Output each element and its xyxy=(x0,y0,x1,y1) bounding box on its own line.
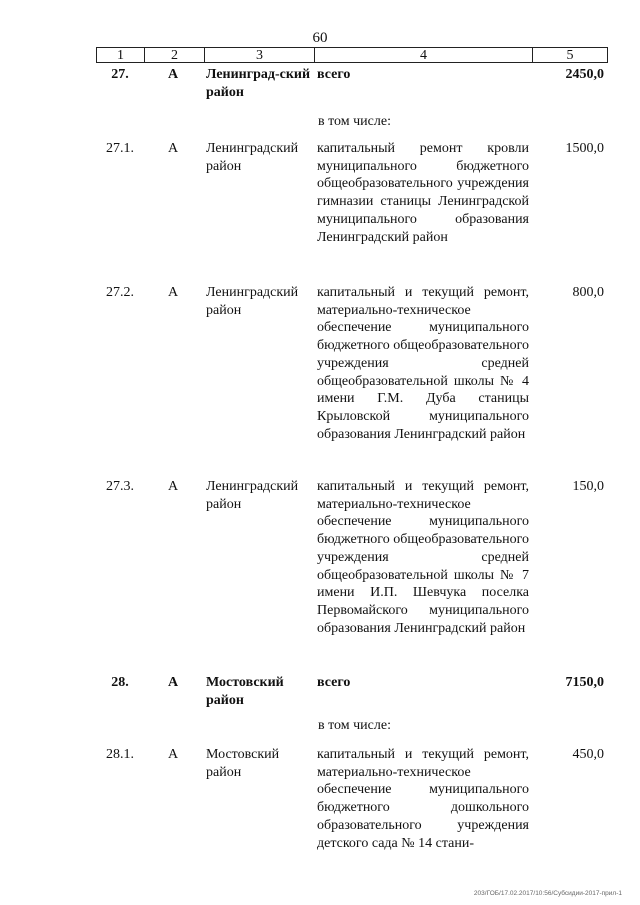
row-category: А xyxy=(167,67,179,82)
row-category: А xyxy=(167,141,179,156)
row-district: Ленинград-ский район xyxy=(206,67,311,100)
subtotal-label: в том числе: xyxy=(318,718,391,733)
row-district: Ленинградский район xyxy=(206,479,299,512)
row-amount: 150,0 xyxy=(572,479,604,494)
row-category: А xyxy=(167,285,179,300)
row-amount: 800,0 xyxy=(572,285,604,300)
row-district: Ленинградский район xyxy=(206,285,299,318)
row-number: 27. xyxy=(111,67,129,82)
column-header: 3 xyxy=(205,48,315,62)
row-description: капитальный ремонт кровли муниципального бюджетного общеобразовательного учреждения гимназии станицы Ленинградской муниципального образования Ленинградский район xyxy=(317,141,529,245)
row-description: капитальный и текущий ремонт, материально-техническое обеспечение муниципального бюджетного общеобразовательного учреждения средней общеобразовательной школы № 4 имени Г.М. Дуба станицы Крыловской муниципального образования Ленинградский район xyxy=(317,285,529,442)
row-amount: 450,0 xyxy=(572,747,604,762)
document-footer: 203/ГОБ/17.02.2017/10:56/Субсидии-2017-прил-1 xyxy=(473,890,622,897)
column-header: 1 xyxy=(97,48,145,62)
row-district: Ленинградский район xyxy=(206,141,299,174)
row-number: 28. xyxy=(111,675,129,690)
row-description: всего xyxy=(317,675,351,690)
page-number: 60 xyxy=(312,30,328,46)
row-category: А xyxy=(167,479,179,494)
column-header-row xyxy=(96,47,608,63)
row-amount: 2450,0 xyxy=(565,67,604,82)
row-number: 28.1. xyxy=(106,747,134,762)
row-number: 27.3. xyxy=(106,479,134,494)
row-district: Мостовский район xyxy=(206,747,280,780)
row-number: 27.1. xyxy=(106,141,134,156)
subtotal-label: в том числе: xyxy=(318,114,391,129)
row-description: капитальный и текущий ремонт, материально-техническое обеспечение муниципального бюджетного общеобразовательного учреждения средней общеобразовательной школы № 7 имени И.П. Шевчука поселка Первомайского муниципального образования Ленинградский район xyxy=(317,479,529,636)
row-category: А xyxy=(167,675,179,690)
row-amount: 1500,0 xyxy=(565,141,604,156)
column-header: 5 xyxy=(566,48,574,63)
row-number: 27.2. xyxy=(106,285,134,300)
column-header: 4 xyxy=(315,48,533,62)
row-amount: 7150,0 xyxy=(565,675,604,690)
row-category: А xyxy=(167,747,179,762)
column-header: 2 xyxy=(145,48,205,62)
row-description: капитальный и текущий ремонт, материально-техническое обеспечение муниципального бюджетного дошкольного образовательного учреждения детского сада № 14 стани- xyxy=(317,747,529,851)
row-description: всего xyxy=(317,67,351,82)
row-district: Мостовский район xyxy=(206,675,284,708)
